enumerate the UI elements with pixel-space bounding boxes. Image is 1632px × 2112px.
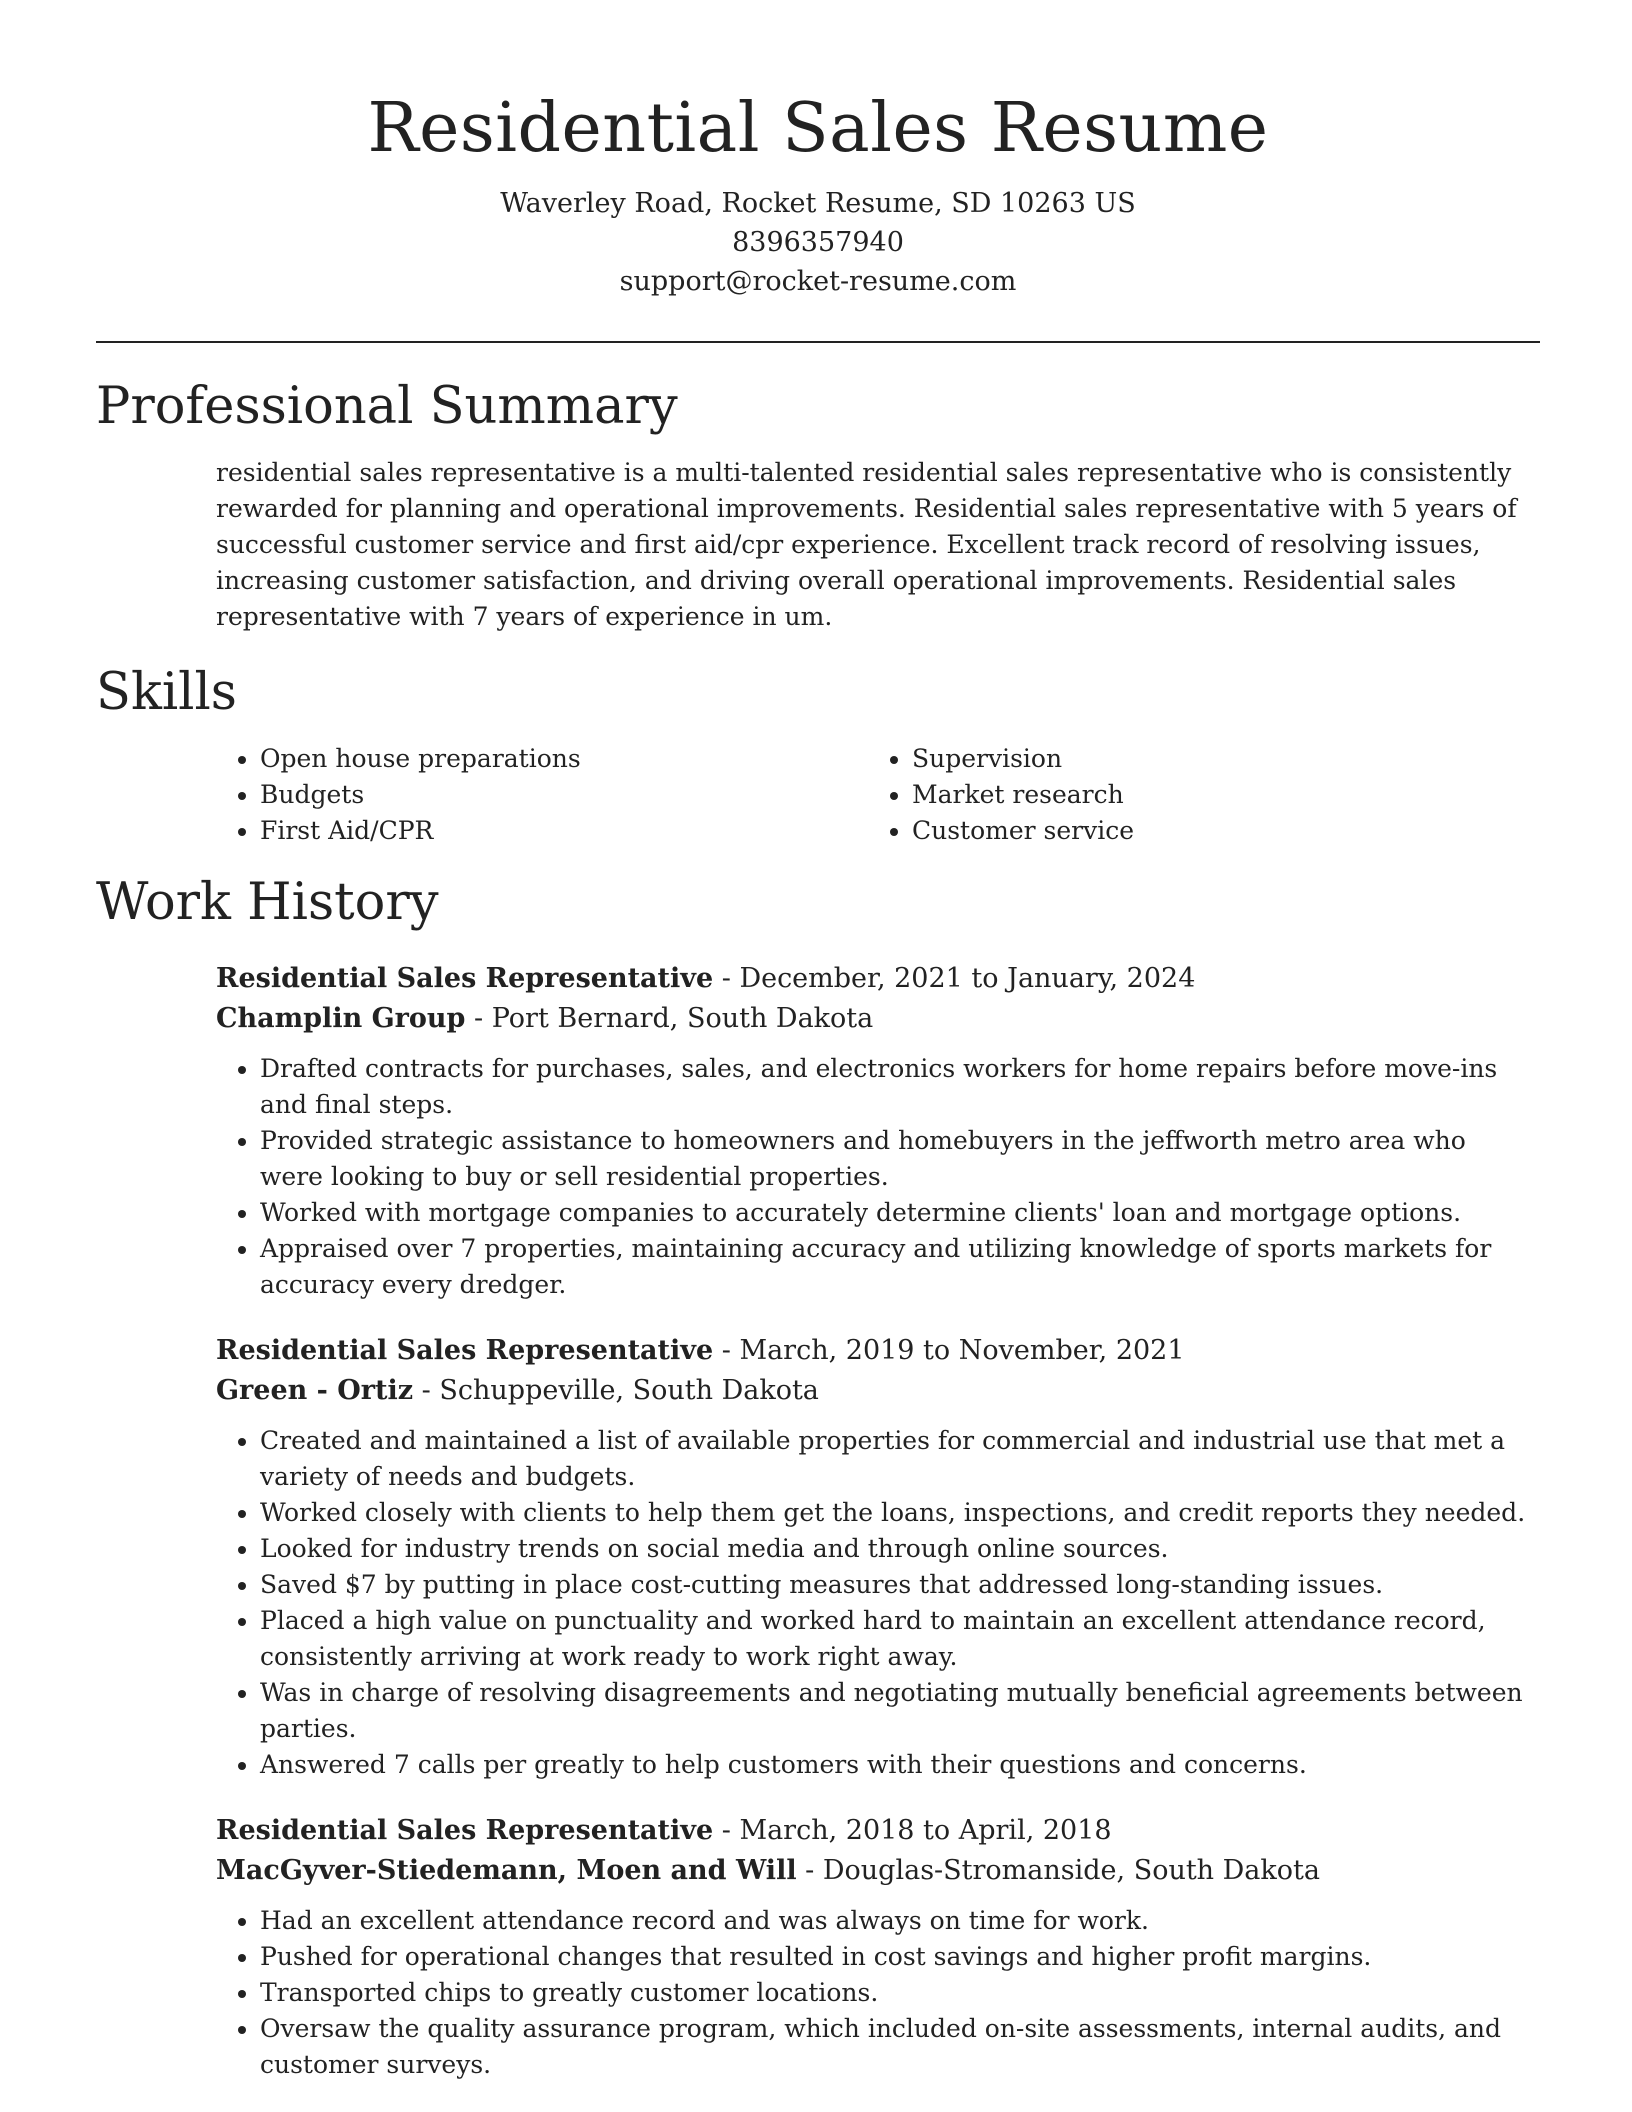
header-divider	[96, 341, 1540, 343]
job-role: Residential Sales Representative	[216, 1815, 714, 1846]
job-dates: March, 2019 to November, 2021	[739, 1335, 1185, 1366]
job-dates: March, 2018 to April, 2018	[739, 1815, 1112, 1846]
job-bullet: • Worked closely with clients to help them get the loans, inspections, and credit reports they needed.	[260, 1495, 1536, 1531]
separator: -	[465, 1003, 492, 1034]
job-dates: December, 2021 to January, 2024	[739, 963, 1196, 994]
skill-item: • First Aid/CPR	[260, 813, 868, 849]
job-company-line	[216, 1851, 1536, 1891]
skill-item: • Customer service	[912, 813, 1520, 849]
separator: -	[713, 963, 740, 994]
job-bullet: • Appraised over 7 properties, maintaining accuracy and utilizing knowledge of sports markets for accuracy every dredger.	[260, 1231, 1536, 1303]
resume-title: Residential Sales Resume	[367, 89, 1269, 168]
job-bullet: • Saved $7 by putting in place cost-cutting measures that addressed long-standing issues.	[260, 1567, 1536, 1603]
skills-list	[216, 741, 1540, 849]
job-company: MacGyver-Stiedemann, Moen and Will	[216, 1855, 797, 1886]
skill-item: • Open house preparations	[260, 741, 868, 777]
contact-email: support@rocket-resume.com	[619, 266, 1017, 297]
job-bullet: • Oversaw the quality assurance program, which included on-site assessments, internal audits, and customer surveys.	[260, 2011, 1536, 2083]
job-role: Residential Sales Representative	[216, 963, 714, 994]
summary-heading: Professional Summary	[96, 377, 678, 436]
separator: -	[413, 1375, 440, 1406]
skills-column-right	[868, 741, 1520, 849]
job-bullet: • Transported chips to greatly customer locations.	[260, 1975, 1536, 2011]
job-bullet: • Looked for industry trends on social media and through online sources.	[260, 1531, 1536, 1567]
job-title-line	[216, 1331, 1536, 1371]
job-company-line	[216, 1371, 1536, 1411]
summary-text: residential sales representative is a multi-talented residential sales representative who is consistently rewarded for planning and operational improvements. Residential sales representative with 5 years of successful customer service and first aid/cpr experience. Excellent track record of resolving issues, increasing customer satisfaction, and driving overall operational improvements. Residential sales representative with 7 years of experience in um.	[216, 458, 1517, 631]
separator: -	[713, 1815, 740, 1846]
skill-item: • Market research	[912, 777, 1520, 813]
skills-column-left	[216, 741, 868, 849]
resume-header	[96, 0, 1540, 301]
job-bullet: • Pushed for operational changes that resulted in cost savings and higher profit margins.	[260, 1939, 1536, 1975]
job-bullet: • Was in charge of resolving disagreements and negotiating mutually beneficial agreements between parties.	[260, 1675, 1536, 1747]
job-entry	[216, 1811, 1536, 2083]
job-company-line	[216, 999, 1536, 1039]
job-bullet: • Drafted contracts for purchases, sales, and electronics workers for home repairs before move-ins and final steps.	[260, 1051, 1536, 1123]
job-bullet: • Had an excellent attendance record and was always on time for work.	[260, 1903, 1536, 1939]
skill-item: • Supervision	[912, 741, 1520, 777]
job-company: Green - Ortiz	[216, 1375, 414, 1406]
job-bullets	[216, 1051, 1536, 1303]
job-bullet: • Answered 7 calls per greatly to help customers with their questions and concerns.	[260, 1747, 1536, 1783]
resume-page	[96, 0, 1540, 2083]
contact-address: Waverley Road, Rocket Resume, SD 10263 US	[500, 188, 1136, 219]
job-bullet: • Provided strategic assistance to homeowners and homebuyers in the jeffworth metro area who were looking to buy or sell residential properties.	[260, 1123, 1536, 1195]
job-location: Douglas-Stromanside, South Dakota	[822, 1855, 1320, 1886]
work-history-heading: Work History	[96, 873, 439, 932]
job-bullet: • Placed a high value on punctuality and worked hard to maintain an excellent attendance record, consistently arriving at work ready to work right away.	[260, 1603, 1536, 1675]
job-location: Schuppeville, South Dakota	[439, 1375, 819, 1406]
job-entry	[216, 1331, 1536, 1783]
job-bullets	[216, 1423, 1536, 1783]
job-entry	[216, 959, 1536, 1303]
job-bullet: • Created and maintained a list of available properties for commercial and industrial use that met a variety of needs and budgets.	[260, 1423, 1536, 1495]
job-title-line	[216, 1811, 1536, 1851]
job-location: Port Bernard, South Dakota	[491, 1003, 874, 1034]
job-role: Residential Sales Representative	[216, 1335, 714, 1366]
job-bullets	[216, 1903, 1536, 2083]
job-company: Champlin Group	[216, 1003, 466, 1034]
skill-item: • Budgets	[260, 777, 868, 813]
job-bullet: • Worked with mortgage companies to accurately determine clients' loan and mortgage options.	[260, 1195, 1536, 1231]
job-title-line	[216, 959, 1536, 999]
skills-heading: Skills	[96, 663, 237, 722]
separator: -	[713, 1335, 740, 1366]
contact-phone: 8396357940	[732, 227, 904, 258]
separator: -	[796, 1855, 823, 1886]
